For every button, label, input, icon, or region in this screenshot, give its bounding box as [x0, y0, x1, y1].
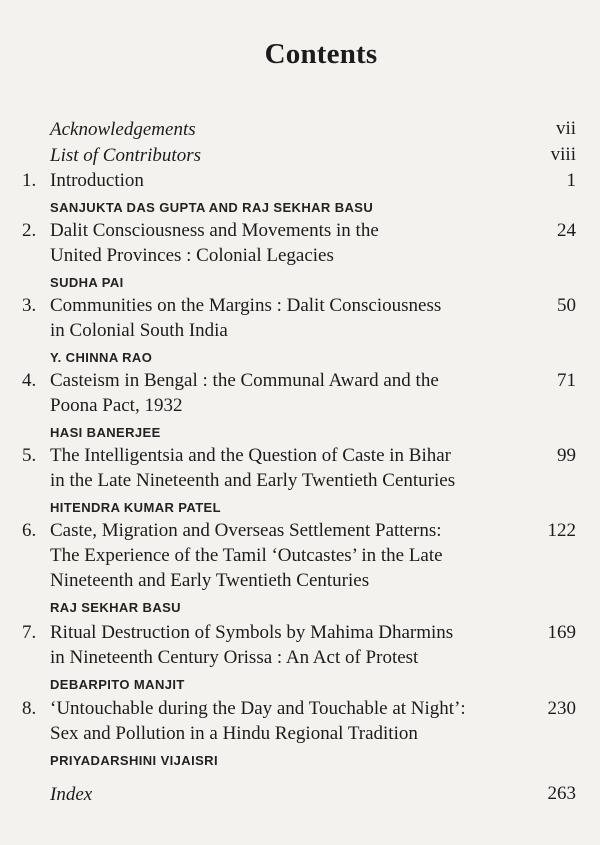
- chapter-title-line: The Experience of the Tamil ‘Outcastes’ in the Late: [50, 545, 443, 566]
- chapter-title-line: Dalit Consciousness and Movements in the: [50, 220, 379, 241]
- toc-page-number: 50: [557, 295, 576, 316]
- chapter-title-line: Casteism in Bengal : the Communal Award and the: [50, 370, 439, 391]
- chapter-number: 3.: [22, 295, 37, 316]
- chapter-title-line: Nineteenth and Early Twentieth Centuries: [50, 570, 370, 591]
- chapter-number: 4.: [22, 370, 37, 391]
- chapter-title-line: The Intelligentsia and the Question of Caste in Bihar: [50, 445, 452, 466]
- toc-back-label: Index: [50, 784, 93, 805]
- chapter-title-line: in the Late Nineteenth and Early Twentieth Centuries: [50, 470, 456, 491]
- chapter-number: 2.: [22, 220, 37, 241]
- chapter-author: DEBARPITO MANJIT: [50, 677, 185, 692]
- chapter-title-line: Ritual Destruction of Symbols by Mahima Dharmins: [50, 622, 454, 643]
- chapter-title-line: Communities on the Margins : Dalit Consciousness: [50, 295, 442, 316]
- chapter-author: HITENDRA KUMAR PATEL: [50, 500, 221, 515]
- toc-page-number: 230: [547, 698, 576, 719]
- chapter-author: Y. CHINNA RAO: [50, 350, 153, 365]
- page-title: Contents: [264, 38, 378, 70]
- toc-page-number: 122: [547, 520, 576, 541]
- chapter-author: PRIYADARSHINI VIJAISRI: [50, 753, 218, 768]
- toc-page-number: 169: [547, 622, 576, 643]
- toc-page-number: 99: [557, 445, 576, 466]
- toc-page-number: 24: [557, 220, 576, 241]
- chapter-number: 1.: [22, 170, 37, 191]
- toc-page-number: 71: [557, 370, 576, 391]
- chapter-title-line: Caste, Migration and Overseas Settlement Patterns:: [50, 520, 442, 541]
- chapter-number: 6.: [22, 520, 37, 541]
- chapter-number: 5.: [22, 445, 37, 466]
- toc-page-number: vii: [555, 118, 576, 139]
- chapter-title-line: Sex and Pollution in a Hindu Regional Tradition: [50, 723, 418, 744]
- chapter-title-line: United Provinces : Colonial Legacies: [50, 245, 334, 266]
- chapter-title-line: Introduction: [50, 170, 144, 191]
- chapter-number: 8.: [22, 698, 37, 719]
- toc-page-number: 1: [566, 170, 576, 191]
- chapter-author: SANJUKTA DAS GUPTA AND RAJ SEKHAR BASU: [50, 200, 374, 215]
- chapter-author: RAJ SEKHAR BASU: [50, 600, 181, 615]
- chapter-author: HASI BANERJEE: [50, 425, 161, 440]
- chapter-title-line: Poona Pact, 1932: [50, 395, 183, 416]
- chapter-author: SUDHA PAI: [50, 275, 124, 290]
- toc-front-label: List of Contributors: [50, 145, 201, 166]
- chapter-title-line: ‘Untouchable during the Day and Touchable at Night’:: [50, 698, 466, 719]
- toc-front-label: Acknowledgements: [50, 119, 196, 140]
- chapter-title-line: in Colonial South India: [50, 320, 228, 341]
- chapter-number: 7.: [22, 622, 37, 643]
- chapter-title-line: in Nineteenth Century Orissa : An Act of Protest: [50, 647, 419, 668]
- toc-page-number: viii: [550, 144, 576, 165]
- toc-page-number: 263: [547, 783, 576, 804]
